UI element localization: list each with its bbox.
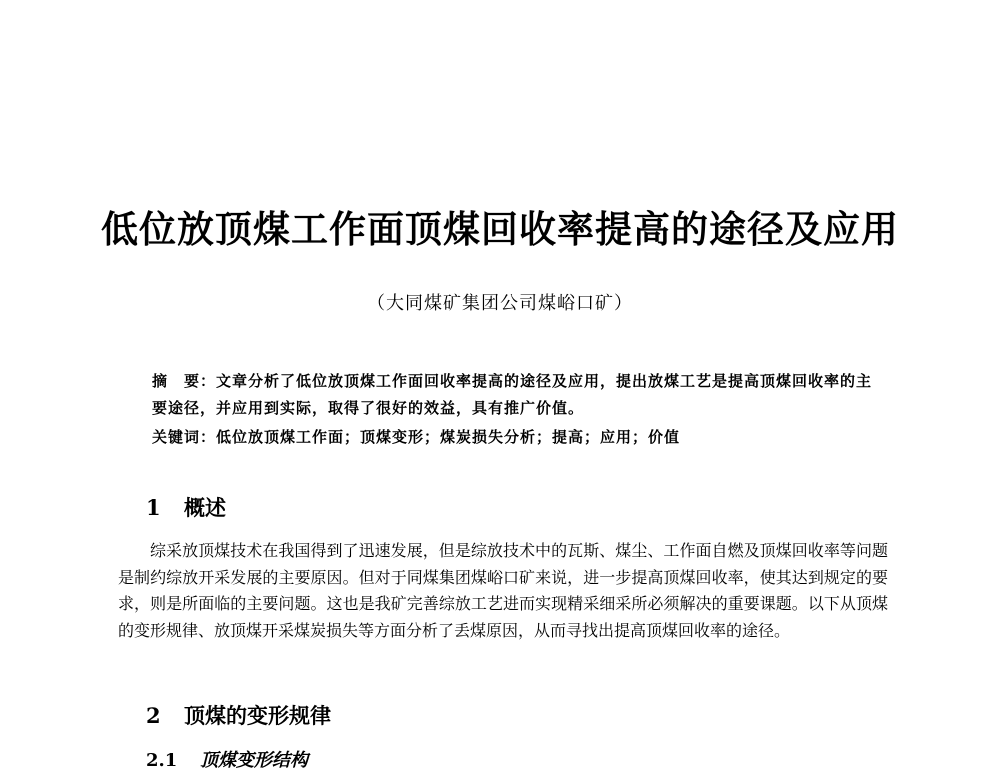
paper-title: 低位放顶煤工作面顶煤回收率提高的途径及应用: [101, 207, 899, 251]
subsection-number: 2.1: [146, 750, 178, 771]
subsection-heading: [146, 748, 308, 774]
section-title: 顶煤的变形规律: [184, 704, 331, 728]
section-number: 2: [146, 703, 161, 728]
section-title: 概述: [184, 496, 226, 520]
section-number: 1: [146, 495, 161, 520]
author-affiliation: （大同煤矿集团公司煤峪口矿）: [367, 293, 633, 314]
section-heading-1: [146, 493, 226, 523]
keywords: [152, 424, 882, 451]
abstract: [152, 368, 882, 422]
abstract-text: 文章分析了低位放顶煤工作面回收率提高的途径及应用，提出放煤工艺是提高顶煤回收率的主要途径，并应用到实际，取得了很好的效益，具有推广价值。: [152, 372, 873, 417]
body-paragraph: 综采放顶煤技术在我国得到了迅速发展，但是综放技术中的瓦斯、煤尘、工作面自燃及顶煤回收率等问题是制约综放开采发展的主要原因。但对于同煤集团煤峪口矿来说，进一步提高顶煤回收率，使其达到规定的要求，则是所面临的主要问题。这也是我矿完善综放工艺进而实现精采细采所必须解决的重要课题。以下从顶煤的变形规律、放顶煤开采煤炭损失等方面分析了丢煤原因，从而寻找出提高顶煤回收率的途径。: [118, 541, 888, 640]
keywords-label: 关键词：: [152, 428, 217, 446]
keywords-text: 低位放顶煤工作面；顶煤变形；煤炭损失分析；提高；应用；价值: [216, 428, 681, 446]
abstract-label: 摘 要：: [152, 372, 217, 390]
subsection-title: 顶煤变形结构: [200, 750, 308, 771]
section-heading-2: [146, 701, 331, 731]
